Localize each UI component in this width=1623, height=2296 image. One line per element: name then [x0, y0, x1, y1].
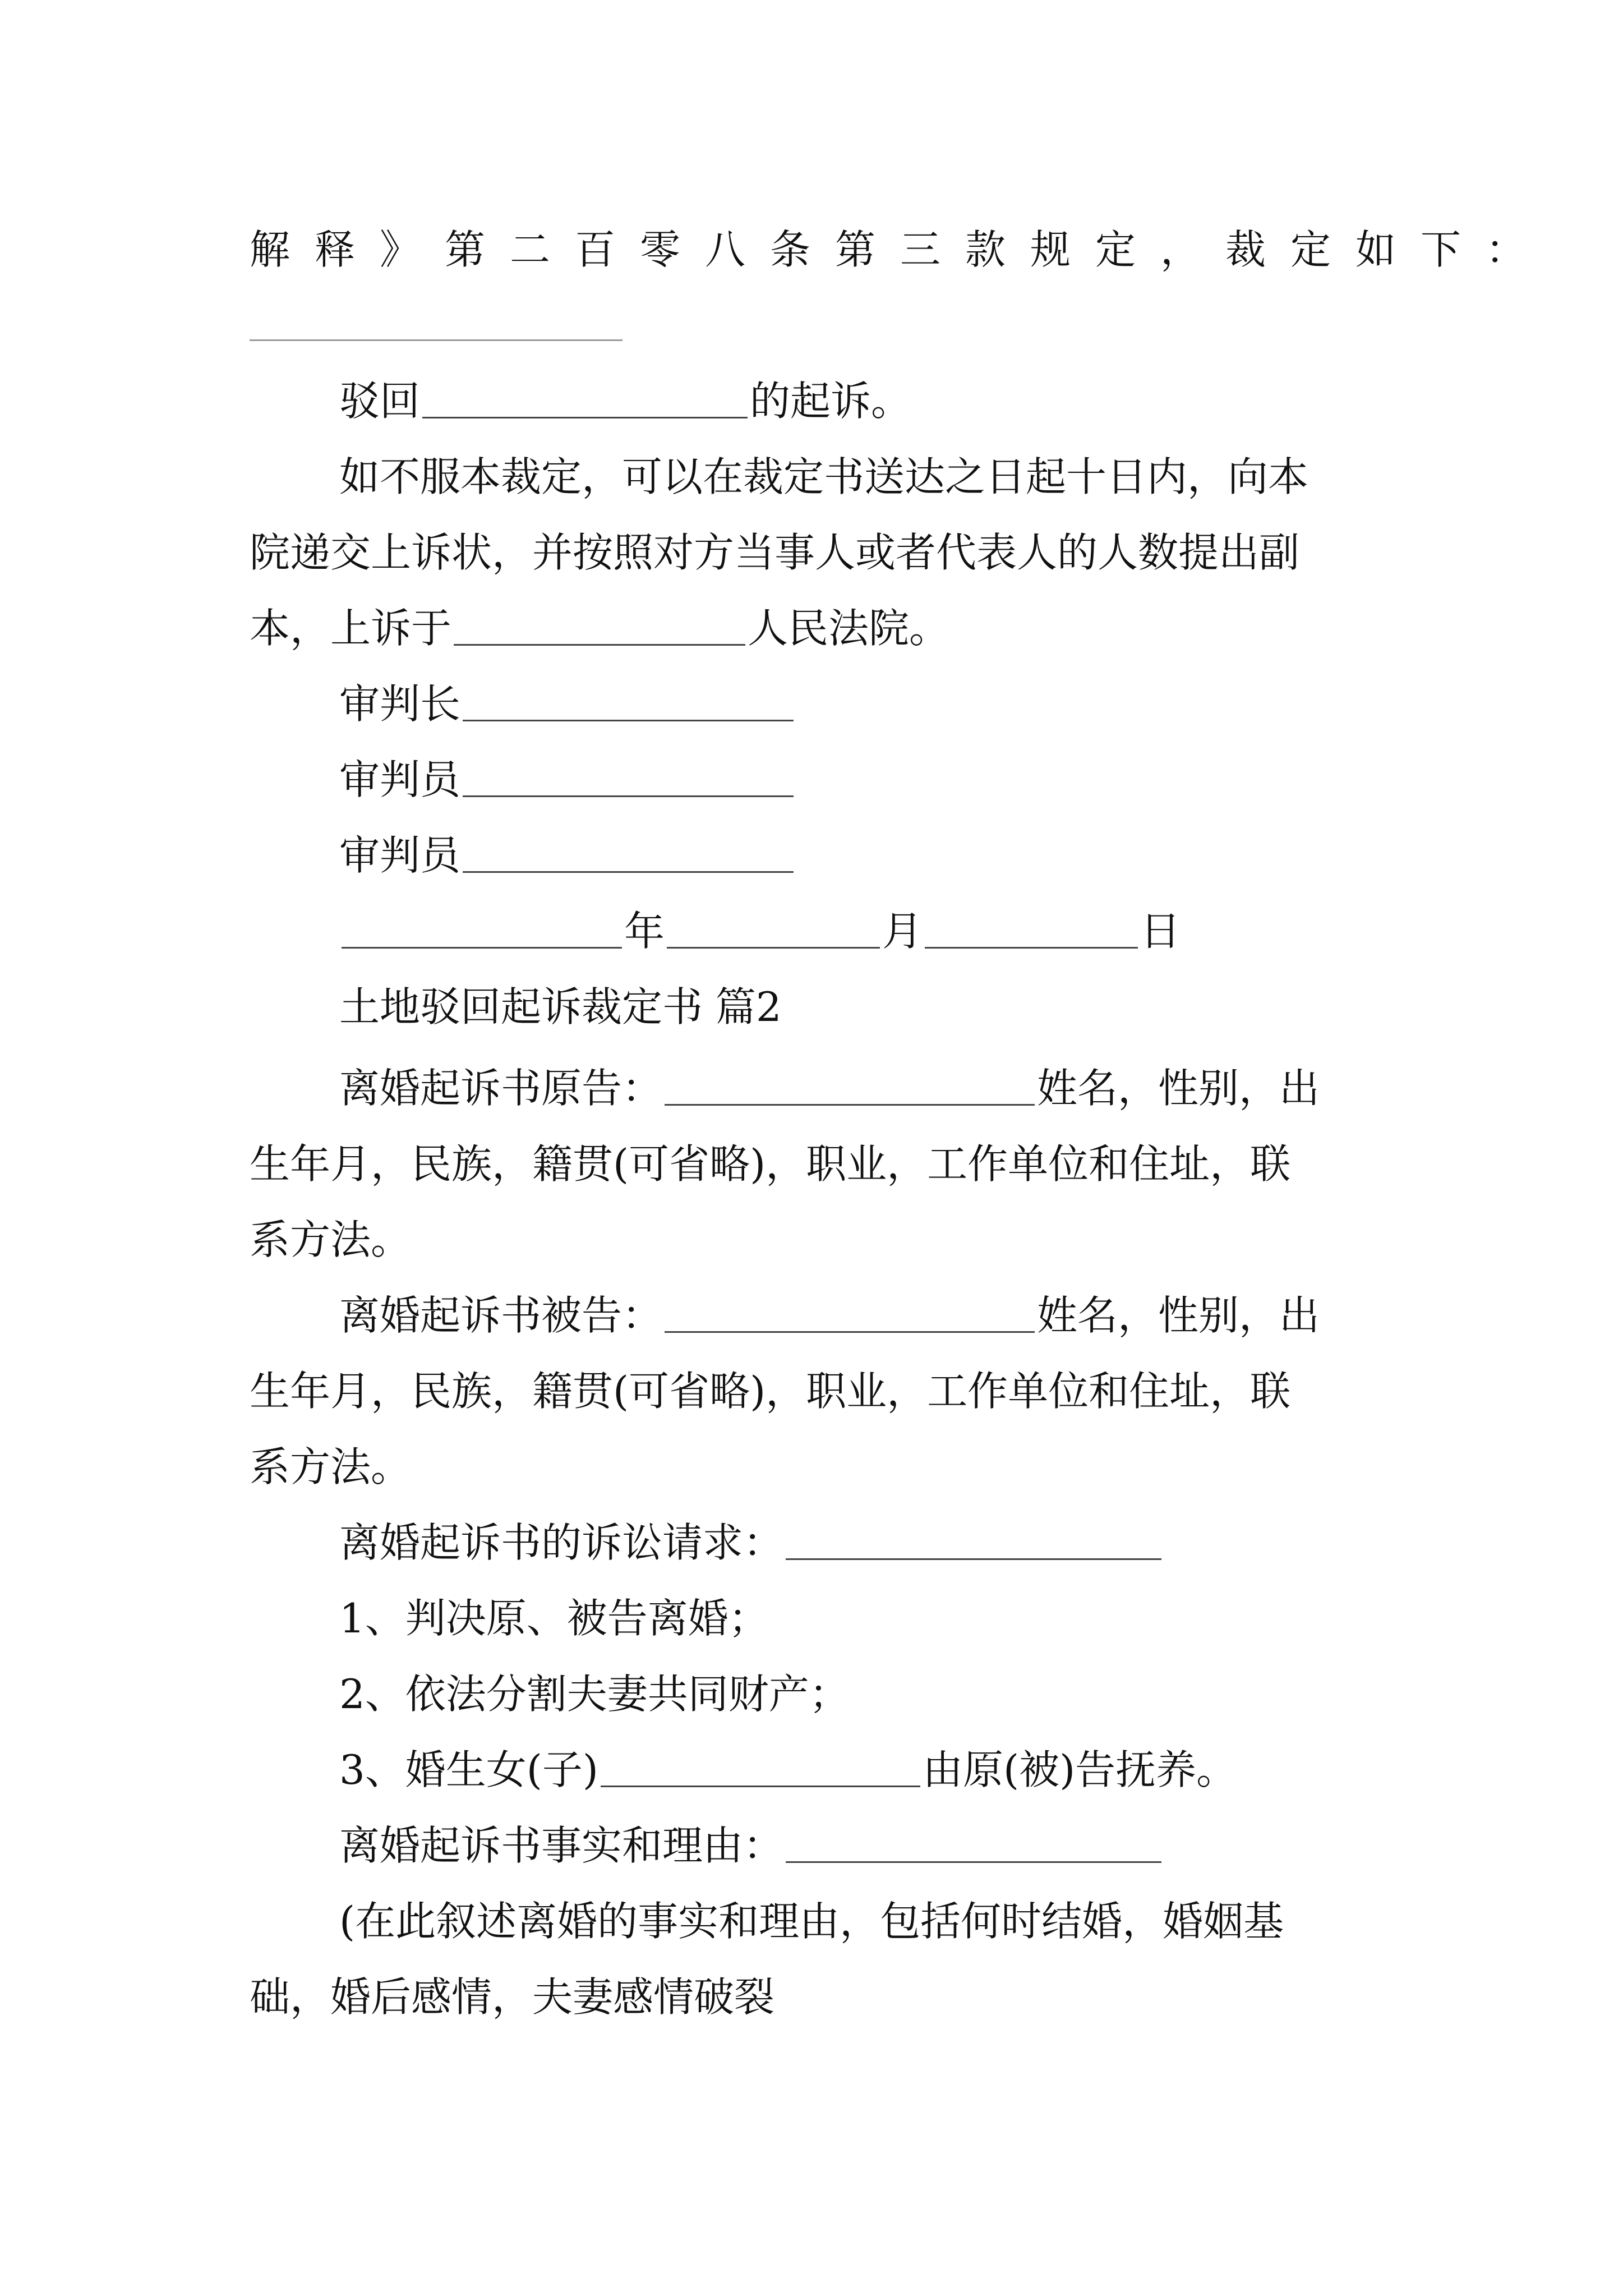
text: 系方法。	[250, 1443, 412, 1490]
text-line	[250, 222, 1551, 278]
list-item	[339, 1590, 1472, 1646]
text: 生年月，民族，籍贯(可省略)，职业，工作单位和住址，联	[250, 1140, 1291, 1188]
text-line	[339, 1287, 1472, 1343]
text: 人民法院。	[748, 605, 950, 652]
text: 月	[882, 908, 923, 955]
text: 系方法。	[250, 1216, 412, 1263]
blank-field	[665, 1064, 1035, 1106]
blank-field	[786, 1821, 1161, 1863]
text-line	[339, 449, 1472, 505]
text: 3、婚生女(子)	[339, 1746, 598, 1793]
text: 本，上诉于	[250, 605, 452, 652]
blank-field	[463, 755, 794, 797]
text-line	[339, 1818, 1472, 1874]
text: 日	[1140, 908, 1181, 955]
text: 审判员	[339, 756, 461, 803]
text-line	[250, 600, 1382, 656]
blank-field	[665, 1291, 1035, 1333]
blank-field	[667, 907, 880, 949]
text-line	[250, 1363, 1382, 1419]
text-line	[250, 1439, 1382, 1495]
blank-line	[250, 339, 623, 341]
text: 年	[624, 908, 665, 955]
blank-field	[601, 1745, 920, 1787]
text-line	[339, 676, 1472, 732]
text: 1、判决原、被告离婚；	[339, 1595, 769, 1642]
text: 生年月，民族，籍贯(可省略)，职业，工作单位和住址，联	[250, 1368, 1291, 1415]
text-line	[250, 1212, 1382, 1268]
text-line	[339, 827, 1472, 884]
section-heading	[339, 979, 1472, 1035]
text: 2、依法分割夫妻共同财产；	[339, 1671, 850, 1718]
text-line	[250, 1969, 1382, 2025]
text: 如不服本裁定，可以在裁定书送达之日起十日内，向本	[339, 453, 1309, 500]
text: 离婚起诉书原告：	[339, 1065, 663, 1112]
text: 由原(被)告抚养。	[923, 1746, 1237, 1793]
text: 审判员	[339, 832, 461, 879]
blank-field	[925, 907, 1138, 949]
text-line	[339, 752, 1472, 808]
text-line	[339, 1893, 1472, 1949]
blank-field	[463, 679, 794, 721]
text: 离婚起诉书事实和理由：	[339, 1822, 784, 1869]
text-line	[339, 373, 1472, 429]
blank-field	[463, 831, 794, 873]
text-line	[339, 1060, 1472, 1116]
text: (在此叙述离婚的事实和理由，包括何时结婚，婚姻基	[339, 1898, 1284, 1945]
text: 的起诉。	[750, 378, 912, 425]
text: 院递交上诉状，并按照对方当事人或者代表人的人数提出副	[250, 529, 1300, 576]
list-item	[339, 1666, 1472, 1722]
blank-field	[454, 604, 745, 646]
text: 姓名，性别，出	[1037, 1065, 1320, 1112]
blank-field	[786, 1518, 1161, 1560]
date-line	[339, 903, 1472, 959]
text: 解释》第二百零八条第三款规定，裁定如下：	[250, 226, 1551, 273]
text: 土地驳回起诉裁定书 篇2	[339, 983, 782, 1030]
text-line	[339, 1515, 1472, 1571]
text: 审判长	[339, 680, 461, 728]
text: 离婚起诉书被告：	[339, 1292, 663, 1339]
blank-field	[342, 907, 622, 949]
text-line	[250, 1136, 1382, 1192]
text: 驳回	[339, 378, 421, 425]
list-item	[339, 1742, 1472, 1798]
text: 础，婚后感情，夫妻感情破裂	[250, 1973, 775, 2021]
text: 姓名，性别，出	[1037, 1292, 1320, 1339]
blank-field	[422, 376, 748, 418]
text-line	[250, 524, 1382, 581]
text: 离婚起诉书的诉讼请求：	[339, 1519, 784, 1566]
